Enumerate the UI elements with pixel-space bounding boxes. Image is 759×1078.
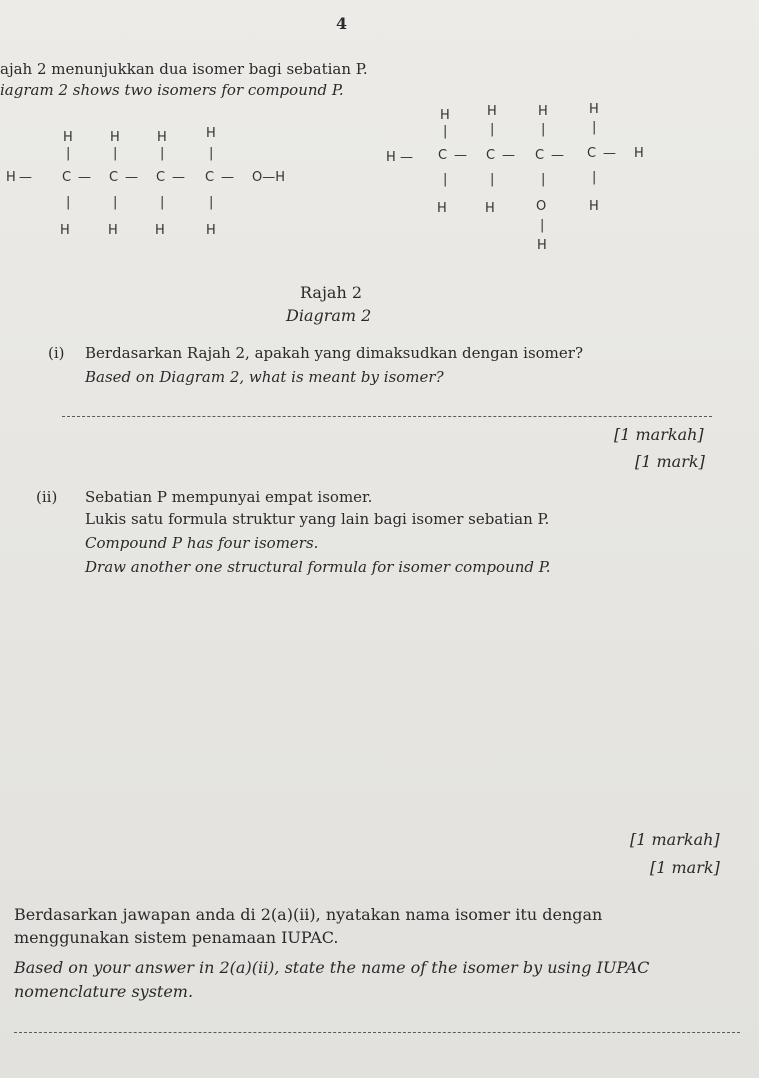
bond-vertical: | xyxy=(541,172,546,187)
bond-vertical: | xyxy=(490,172,495,187)
atom-c: C xyxy=(486,148,496,163)
atom-h: H xyxy=(206,126,216,141)
bond-vertical: | xyxy=(113,146,118,161)
hydroxyl-group: O—H xyxy=(252,170,286,185)
atom-h: H xyxy=(108,223,118,238)
atom-h: H xyxy=(155,223,165,238)
bond-vertical: | xyxy=(592,120,597,135)
atom-h: H xyxy=(437,201,447,216)
atom-h: H xyxy=(60,223,70,238)
bond-horizontal: — xyxy=(125,170,138,185)
bond-horizontal: — xyxy=(502,148,515,163)
atom-c: C xyxy=(62,170,72,185)
mark-i-english: [1 mark] xyxy=(635,452,705,471)
intro-english: iagram 2 shows two isomers for compound P. xyxy=(0,81,344,99)
atom-h: H xyxy=(634,146,644,161)
bond-vertical: | xyxy=(540,218,545,233)
question-i-malay: Berdasarkan Rajah 2, apakah yang dimaksudkan dengan isomer? xyxy=(85,344,583,362)
intro-malay: ajah 2 menunjukkan dua isomer bagi sebatian P. xyxy=(0,60,368,78)
atom-c: C xyxy=(205,170,215,185)
bond-vertical: | xyxy=(541,122,546,137)
atom-c: C xyxy=(587,146,597,161)
mark-ii-english: [1 mark] xyxy=(650,858,720,877)
question-ii-line2: Lukis satu formula struktur yang lain bagi isomer sebatian P. xyxy=(85,510,550,528)
bond-horizontal: — xyxy=(172,170,185,185)
atom-h: H xyxy=(206,223,216,238)
answer-line-i[interactable] xyxy=(62,416,712,417)
mark-i-malay: [1 markah] xyxy=(614,425,704,444)
bond-horizontal: — xyxy=(551,148,564,163)
bond-horizontal: — xyxy=(400,150,413,165)
atom-h: H xyxy=(485,201,495,216)
question-i-english: Based on Diagram 2, what is meant by isomer? xyxy=(85,368,444,386)
bond-horizontal: — xyxy=(221,170,234,185)
atom-h: H xyxy=(589,199,599,214)
atom-h: H xyxy=(487,104,497,119)
question-ii-label: (ii) xyxy=(36,488,58,506)
question-iii-line4: nomenclature system. xyxy=(14,982,194,1001)
atom-h: H xyxy=(537,238,547,253)
bond-vertical: | xyxy=(209,146,214,161)
question-ii-line1: Sebatian P mempunyai empat isomer. xyxy=(85,488,373,506)
bond-horizontal: — xyxy=(19,170,32,185)
isomer-2-structure xyxy=(0,0,759,300)
atom-h: H xyxy=(110,130,120,145)
answer-line-iii[interactable] xyxy=(14,1032,740,1033)
atom-c: C xyxy=(109,170,119,185)
bond-horizontal: — xyxy=(454,148,467,163)
question-iii-line1: Berdasarkan jawapan anda di 2(a)(ii), nyatakan nama isomer itu dengan xyxy=(14,905,603,924)
atom-h: H xyxy=(440,108,450,123)
atom-c: C xyxy=(156,170,166,185)
question-ii-line3: Compound P has four isomers. xyxy=(85,534,319,552)
atom-h: H xyxy=(589,102,599,117)
bond-vertical: | xyxy=(160,146,165,161)
question-ii-line4: Draw another one structural formula for isomer compound P. xyxy=(85,558,551,576)
atom-h: H xyxy=(157,130,167,145)
atom-c: C xyxy=(535,148,545,163)
atom-h: H xyxy=(386,150,396,165)
mark-ii-malay: [1 markah] xyxy=(630,830,720,849)
bond-vertical: | xyxy=(160,195,165,210)
question-iii-line2: menggunakan sistem penamaan IUPAC. xyxy=(14,928,339,947)
question-i-label: (i) xyxy=(48,344,65,362)
diagram-caption-malay: Rajah 2 xyxy=(300,283,363,302)
bond-vertical: | xyxy=(592,170,597,185)
atom-h: H xyxy=(538,104,548,119)
bond-vertical: | xyxy=(113,195,118,210)
atom-h: H xyxy=(6,170,16,185)
bond-vertical: | xyxy=(490,122,495,137)
bond-vertical: | xyxy=(443,172,448,187)
bond-vertical: | xyxy=(209,195,214,210)
bond-vertical: | xyxy=(66,195,71,210)
bond-horizontal: — xyxy=(603,146,616,161)
atom-h: H xyxy=(63,130,73,145)
drawing-answer-space[interactable] xyxy=(62,600,722,820)
atom-o: O xyxy=(536,199,547,214)
page-number: 4 xyxy=(336,14,348,33)
bond-vertical: | xyxy=(66,146,71,161)
atom-c: C xyxy=(438,148,448,163)
question-iii-line3: Based on your answer in 2(a)(ii), state the name of the isomer by using IUPAC xyxy=(14,958,650,977)
bond-horizontal: — xyxy=(78,170,91,185)
diagram-caption-english: Diagram 2 xyxy=(286,306,372,325)
bond-vertical: | xyxy=(443,124,448,139)
